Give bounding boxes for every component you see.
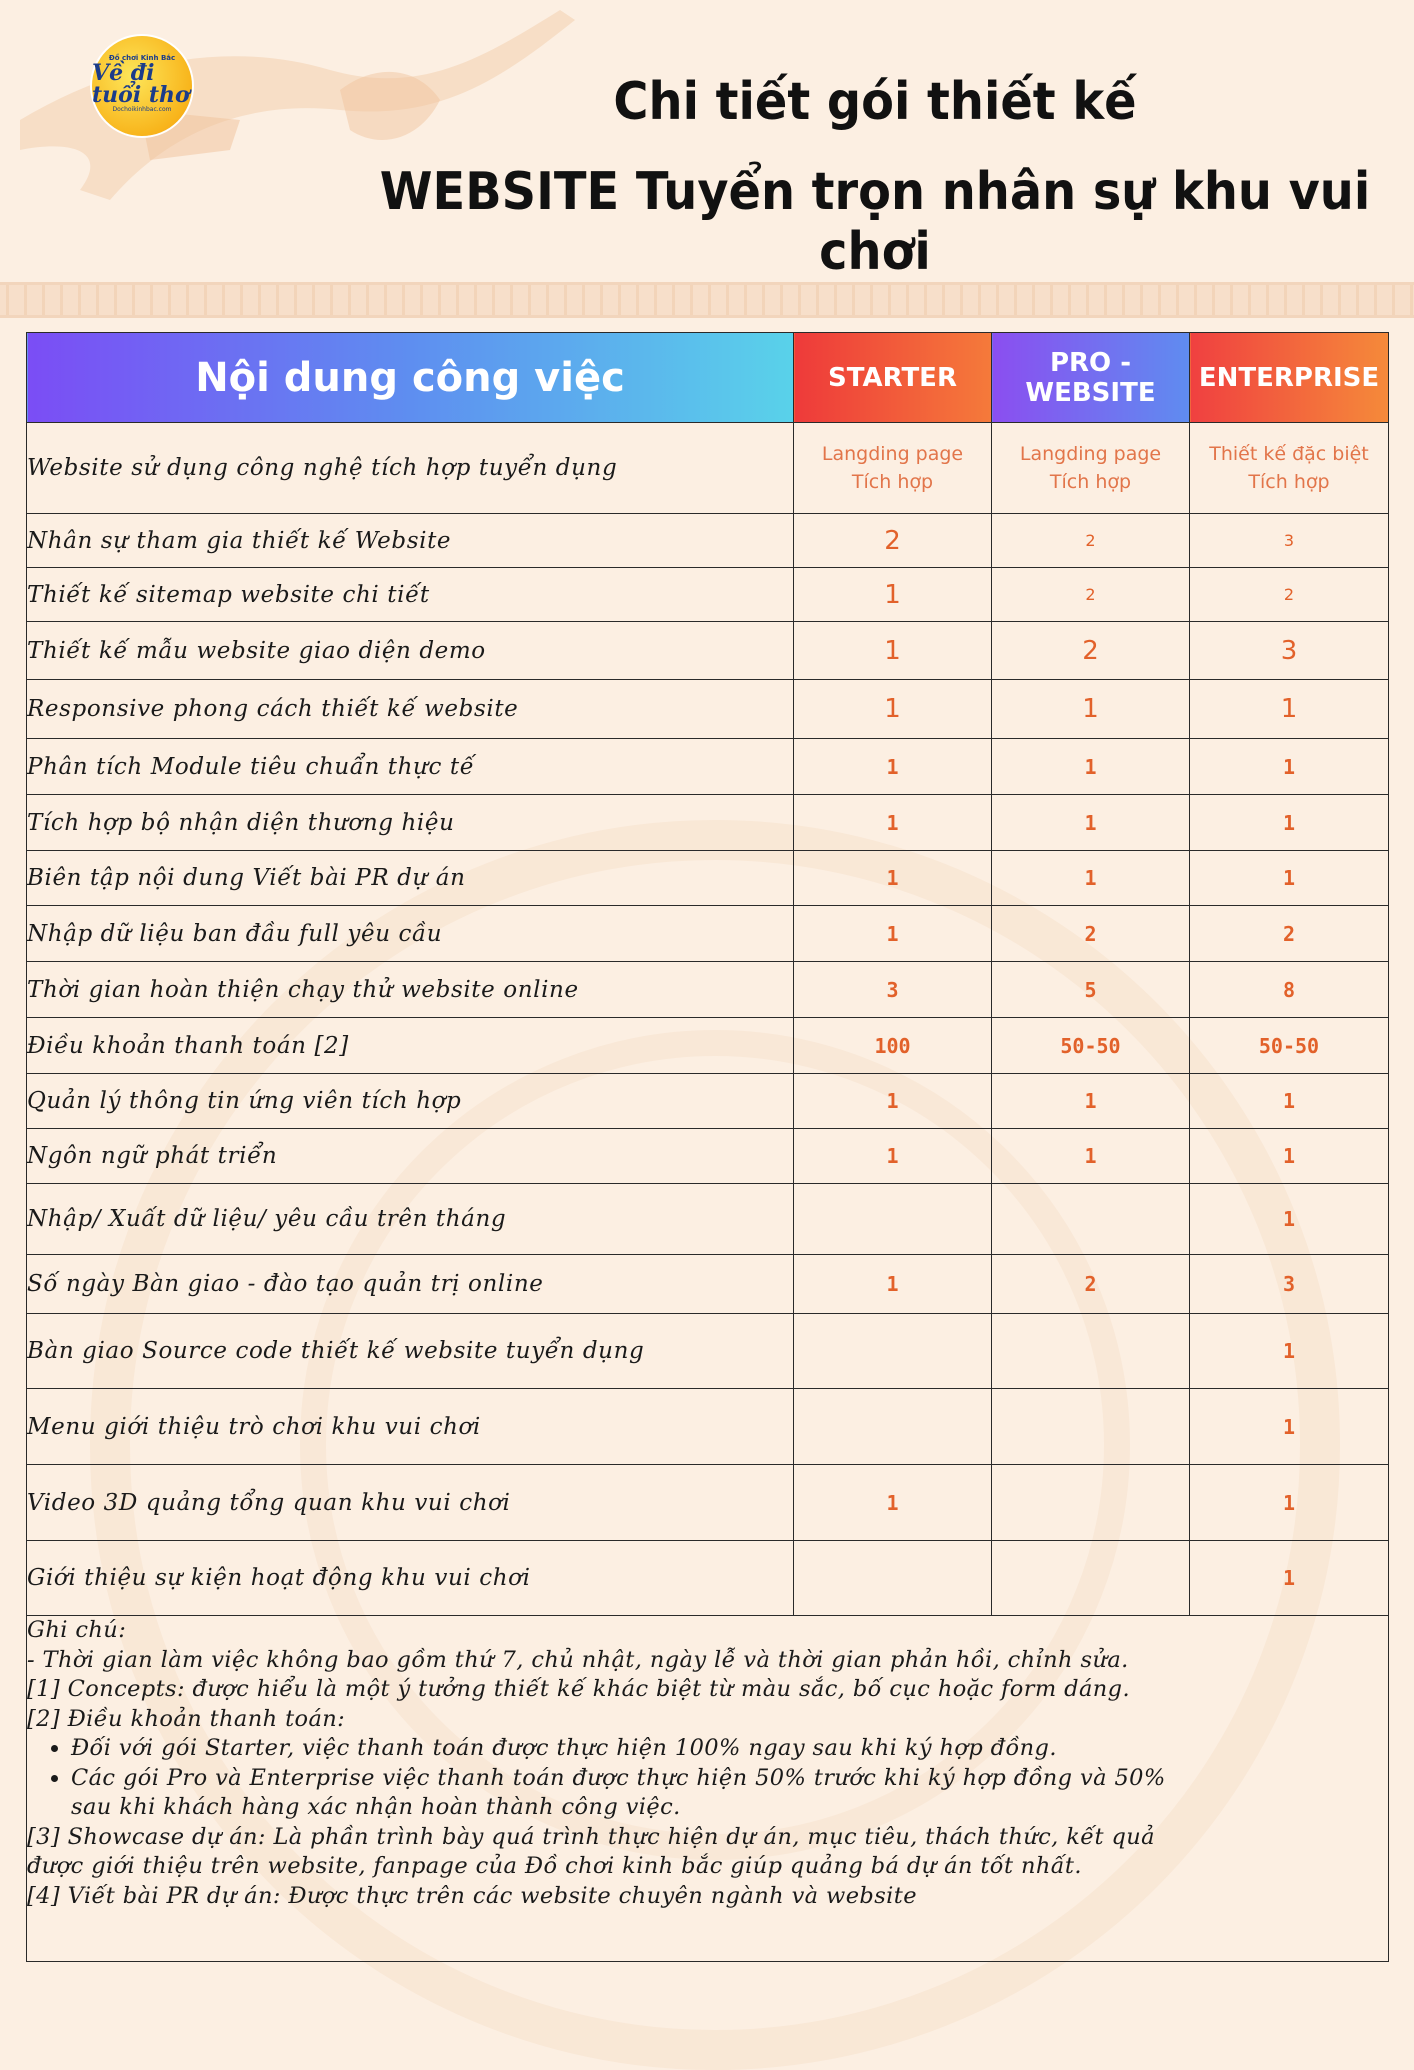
starter-cell: 1 xyxy=(794,739,992,795)
note-line: sau khi khách hàng xác nhận hoàn thành công việc. xyxy=(71,1794,681,1820)
table-row xyxy=(27,680,1389,739)
pro-cell xyxy=(992,1389,1190,1465)
table-row xyxy=(27,851,1389,906)
table-row xyxy=(27,962,1389,1018)
task-cell: Thiết kế sitemap website chi tiết xyxy=(27,568,794,622)
pro-cell: 2 xyxy=(992,514,1190,568)
enterprise-cell: 1 xyxy=(1190,1129,1389,1184)
enterprise-cell: 1 xyxy=(1190,1541,1389,1616)
task-cell: Thời gian hoàn thiện chạy thử website online xyxy=(27,962,794,1018)
brand-logo xyxy=(92,36,192,136)
starter-cell: 1 xyxy=(794,1465,992,1541)
table-row xyxy=(27,906,1389,962)
table-row xyxy=(27,1184,1389,1255)
list-item: • Các gói Pro và Enterprise việc thanh toán được thực hiện 50% trước khi ký hợp đồng và 50% xyxy=(71,1764,1388,1794)
pro-cell: 1 xyxy=(992,1129,1190,1184)
pro-cell: Langding page Tích hợp xyxy=(992,423,1190,514)
starter-cell: 3 xyxy=(794,962,992,1018)
notes-heading: Ghi chú: xyxy=(27,1617,127,1643)
payment-terms-list xyxy=(27,1734,1388,1793)
enterprise-cell: 1 xyxy=(1190,851,1389,906)
page-title-line-1: Chi tiết gói thiết kế xyxy=(613,72,1137,132)
enterprise-cell: 1 xyxy=(1190,1074,1389,1129)
task-cell: Quản lý thông tin ứng viên tích hợp xyxy=(27,1074,794,1129)
pro-cell: 50-50 xyxy=(992,1018,1190,1074)
pro-cell xyxy=(992,1465,1190,1541)
table-row xyxy=(27,1389,1389,1465)
notes-cell xyxy=(27,1616,1389,1962)
logo-url-text: Dochoikinhbac.com xyxy=(112,105,172,113)
pro-cell: 1 xyxy=(992,1074,1190,1129)
page-title-line-2: WEBSITE Tuyển trọn nhân sự khu vui chơi xyxy=(379,162,1371,282)
starter-cell: 100 xyxy=(794,1018,992,1074)
starter-cell: 1 xyxy=(794,680,992,739)
note-line: được giới thiệu trên website, fanpage của Đồ chơi kinh bắc giúp quảng bá dự án tốt nhất. xyxy=(27,1853,1082,1879)
pro-cell: 1 xyxy=(992,795,1190,851)
task-cell: Biên tập nội dung Viết bài PR dự án xyxy=(27,851,794,906)
starter-cell: 1 xyxy=(794,906,992,962)
enterprise-cell: 3 xyxy=(1190,1255,1389,1314)
starter-cell: 2 xyxy=(794,514,992,568)
task-cell: Menu giới thiệu trò chơi khu vui chơi xyxy=(27,1389,794,1465)
table-row xyxy=(27,1129,1389,1184)
task-cell: Nhập/ Xuất dữ liệu/ yêu cầu trên tháng xyxy=(27,1184,794,1255)
starter-cell: 1 xyxy=(794,568,992,622)
pro-cell: 2 xyxy=(992,1255,1190,1314)
enterprise-cell: 1 xyxy=(1190,1465,1389,1541)
header-starter: STARTER xyxy=(794,333,992,423)
enterprise-cell: 1 xyxy=(1190,680,1389,739)
table-row xyxy=(27,739,1389,795)
greek-key-border xyxy=(0,282,1414,318)
task-cell: Nhập dữ liệu ban đầu full yêu cầu xyxy=(27,906,794,962)
starter-cell: 1 xyxy=(794,622,992,680)
starter-cell: 1 xyxy=(794,1255,992,1314)
pro-cell: 1 xyxy=(992,851,1190,906)
starter-cell: 1 xyxy=(794,795,992,851)
logo-main-text: Về đi tuổi thơ xyxy=(92,59,190,108)
table-row xyxy=(27,1314,1389,1389)
pro-cell: 1 xyxy=(992,739,1190,795)
pro-cell xyxy=(992,1314,1190,1389)
pro-cell: 2 xyxy=(992,906,1190,962)
header-pro: PRO -WEBSITE xyxy=(992,333,1190,423)
task-cell: Giới thiệu sự kiện hoạt động khu vui chơi xyxy=(27,1541,794,1616)
note-line: - Thời gian làm việc không bao gồm thứ 7, chủ nhật, ngày lễ và thời gian phản hồi, chỉnh sửa. xyxy=(27,1646,1129,1673)
starter-cell xyxy=(794,1314,992,1389)
logo-top-text: Đồ chơi Kinh Bắc xyxy=(108,53,176,62)
enterprise-cell: 8 xyxy=(1190,962,1389,1018)
task-cell: Số ngày Bàn giao - đào tạo quản trị online xyxy=(27,1255,794,1314)
enterprise-cell: Thiết kế đặc biệt Tích hợp xyxy=(1190,423,1389,514)
starter-cell: 1 xyxy=(794,1074,992,1129)
note-line: [4] Viết bài PR dự án: Được thực trên các website chuyên ngành và website xyxy=(27,1882,917,1909)
pro-cell: 2 xyxy=(992,622,1190,680)
pro-cell: 2 xyxy=(992,568,1190,622)
note-line: [1] Concepts: được hiểu là một ý tưởng thiết kế khác biệt từ màu sắc, bố cục hoặc form dáng. xyxy=(27,1676,1131,1702)
pro-cell: 1 xyxy=(992,680,1190,739)
task-cell: Phân tích Module tiêu chuẩn thực tế xyxy=(27,739,794,795)
task-cell: Thiết kế mẫu website giao diện demo xyxy=(27,622,794,680)
task-cell: Tích hợp bộ nhận diện thương hiệu xyxy=(27,795,794,851)
starter-cell xyxy=(794,1541,992,1616)
enterprise-cell: 2 xyxy=(1190,568,1389,622)
task-cell: Website sử dụng công nghệ tích hợp tuyển dụng xyxy=(27,423,794,514)
task-cell: Responsive phong cách thiết kế website xyxy=(27,680,794,739)
pro-cell xyxy=(992,1541,1190,1616)
notes-row xyxy=(27,1616,1389,1962)
starter-cell: Langding page Tích hợp xyxy=(794,423,992,514)
pricing-table xyxy=(26,332,1389,1962)
table-row xyxy=(27,622,1389,680)
starter-cell xyxy=(794,1389,992,1465)
table-row xyxy=(27,1074,1389,1129)
pro-cell: 5 xyxy=(992,962,1190,1018)
table-row xyxy=(27,1541,1389,1616)
enterprise-cell: 3 xyxy=(1190,622,1389,680)
list-item: • Đối với gói Starter, việc thanh toán được thực hiện 100% ngay sau khi ký hợp đồng. xyxy=(71,1734,1388,1764)
note-line: [3] Showcase dự án: Là phần trình bày quá trình thực hiện dự án, mục tiêu, thách thức, kết quả xyxy=(27,1823,1155,1850)
enterprise-cell: 3 xyxy=(1190,514,1389,568)
task-cell: Nhân sự tham gia thiết kế Website xyxy=(27,514,794,568)
table-row xyxy=(27,795,1389,851)
enterprise-cell: 50-50 xyxy=(1190,1018,1389,1074)
starter-cell: 1 xyxy=(794,851,992,906)
table-row xyxy=(27,423,1389,514)
task-cell: Bàn giao Source code thiết kế website tuyển dụng xyxy=(27,1314,794,1389)
task-cell: Video 3D quảng tổng quan khu vui chơi xyxy=(27,1465,794,1541)
table-header-row xyxy=(27,333,1389,423)
enterprise-cell: 2 xyxy=(1190,906,1389,962)
table-row xyxy=(27,1255,1389,1314)
task-cell: Điều khoản thanh toán [2] xyxy=(27,1018,794,1074)
enterprise-cell: 1 xyxy=(1190,1389,1389,1465)
pro-cell xyxy=(992,1184,1190,1255)
enterprise-cell: 1 xyxy=(1190,1314,1389,1389)
task-cell: Ngôn ngữ phát triển xyxy=(27,1129,794,1184)
table-row xyxy=(27,568,1389,622)
enterprise-cell: 1 xyxy=(1190,795,1389,851)
header-task: Nội dung công việc xyxy=(27,333,794,423)
starter-cell: 1 xyxy=(794,1129,992,1184)
header-enterprise: ENTERPRISE xyxy=(1190,333,1389,423)
table-row xyxy=(27,1465,1389,1541)
starter-cell xyxy=(794,1184,992,1255)
enterprise-cell: 1 xyxy=(1190,739,1389,795)
note-line: [2] Điều khoản thanh toán: xyxy=(27,1705,346,1732)
enterprise-cell: 1 xyxy=(1190,1184,1389,1255)
table-row xyxy=(27,1018,1389,1074)
table-row xyxy=(27,514,1389,568)
